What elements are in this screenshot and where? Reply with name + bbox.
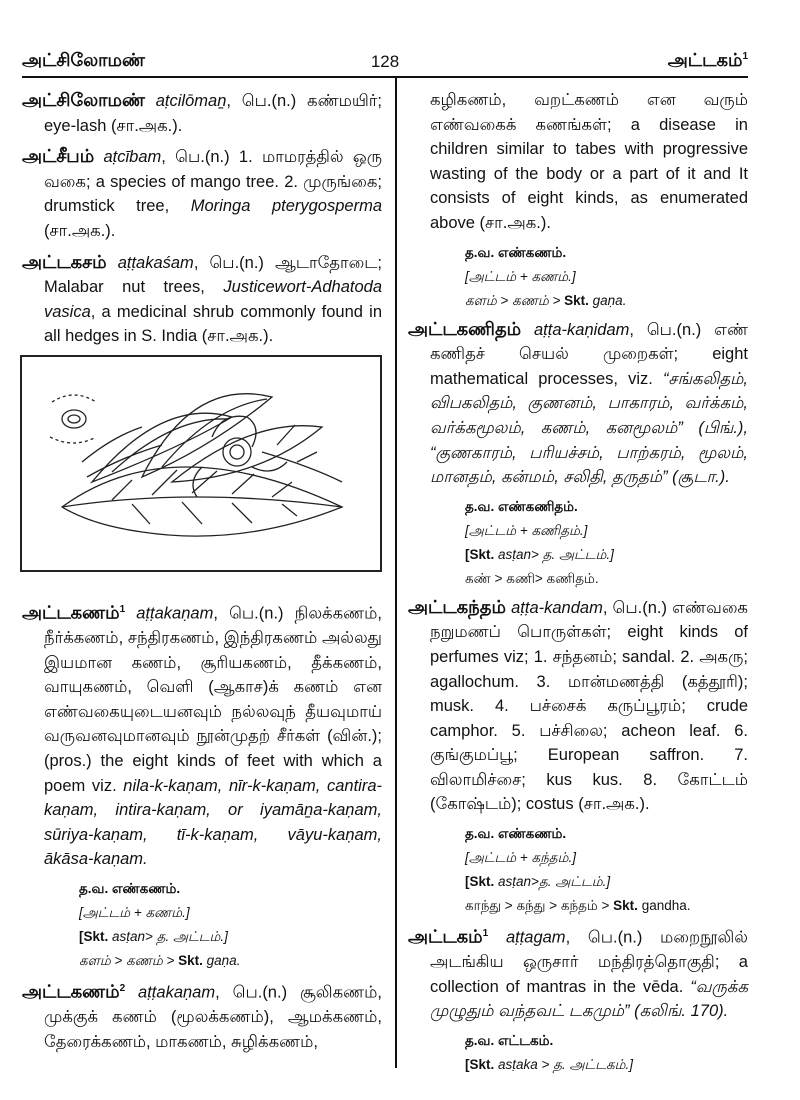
text-segment: கண்மயிர்; eye-lash (சா.அக.). — [44, 92, 382, 135]
text-segment: களம் > கணம் > — [465, 292, 565, 308]
etymology-line — [79, 902, 382, 923]
etymology-line — [465, 1030, 748, 1051]
text-segment: “சங்கலிதம், விபகலிதம், குணனம், பாகாரம், வர்க்கம், வர்க்கமூலம், கணம், கனமூலம்” (பிங்.), “குணகாரம், பரியச்சம், பாற்கரம், மூலம், மானதம், கன்மம், சலிதி, தருதம்” (சூடா.). — [430, 369, 748, 487]
text-segment: மறைநூலில் அடங்கிய ஒருசார் மந்திரத்தொகுதி; a collection of mantras in the vēda. — [430, 928, 749, 996]
text-segment: gaṇa. — [592, 292, 627, 308]
transliteration: aṭcībam — [103, 148, 162, 167]
text-segment: களம் > கணம் > — [79, 952, 179, 968]
header-last-word — [668, 50, 748, 73]
text-segment: Justicewort-Adhatoda vasica — [44, 278, 382, 321]
part-of-speech: பெ.(n.) — [587, 928, 643, 947]
etymology-line — [465, 895, 748, 916]
etymology-line — [465, 242, 748, 263]
text-segment: காந்து > கந்து > கந்தம் > — [465, 898, 614, 914]
text-segment: nila-k-kaṇam, nīr-k-kaṇam, cantira-kaṇam, intira-kaṇam, or iyamāṉa-kaṇam, sūriya-kaṇam, tī-k-kaṇam, vāyu-kaṇam, ākāsa-kaṇam. — [44, 776, 382, 869]
text-segment: gandha. — [637, 898, 691, 914]
etymology-block — [22, 878, 382, 971]
etymology-line — [465, 847, 748, 868]
text-segment: Skt. — [613, 898, 638, 914]
etymology-line — [465, 266, 748, 287]
part-of-speech: பெ.(n.) — [612, 598, 668, 617]
etymology-line — [465, 520, 748, 541]
text-segment: த.வ. எண்கணம். — [465, 244, 567, 260]
dictionary-entry: அட்டகம்$^1$ aṭṭagam, பெ.(n.) மறைநூலில் அடங்கிய ஒருசார் மந்திரத்தொகுதி; a collection of mantras in the vēda. “வருக்க முழுதும் வந்தவட் டகமும்” (கலிங். 170). — [408, 926, 749, 1021]
dictionary-entry: அட்டகணிதம் aṭṭa-kaṇidam, பெ.(n.) எண் கணிதச் செயல் முறைகள்; eight mathematical processes, viz. “சங்கலிதம், விபகலிதம், குணனம், பாகாரம், வர்க்கம், வர்க்கமூலம், கணம், கனமூலம்” (பிங்.), “குணகாரம், பரியச்சம், பாற்கரம், மூலம், மானதம், கன்மம், சலிதி, தருதம்” (சூடா.). — [408, 318, 748, 487]
etymology-line — [79, 878, 382, 899]
text-segment: நிலக்கணம், நீர்க்கணம், சந்திரகணம், இந்திரகணம் அல்லது இயமான கணம், சூரியகணம், தீக்கணம், வாயுகணம், வெளி (ஆகாச)க் கணம் என எண்வகையுடையனவும் நல்லவுந் தீயவுமாய் வருவனவுமானவும் நூன்முதற் சீர்கள் (வின்.); (pros.) the eight kinds of feet with which a poem viz. — [44, 604, 382, 795]
definition — [430, 91, 748, 232]
dictionary-entry: அட்சிலோமண் aṭcilōmaṉ, பெ.(n.) கண்மயிர்; eye-lash (சா.அக.). — [22, 90, 382, 135]
dictionary-entry: அட்டகசம் aṭṭakaśam, பெ.(n.) ஆடாதோடை; Malabar nut trees, Justicewort-Adhatoda vasica, a medicinal shrub commonly found in all hedges in S. India (சா.அக.). — [22, 251, 383, 346]
homonym-number: 1 — [482, 928, 489, 940]
text-segment: கண் > கணி> கணிதம். — [465, 570, 599, 586]
definition — [430, 599, 748, 814]
transliteration: aṭṭa-kandam — [511, 598, 603, 617]
text-segment: சூலிகணம், முக்குக் கணம் (மூலக்கணம்), ஆமக்கணம், தேரைக்கணம், மாகணம், சுழிக்கணம், — [44, 983, 383, 1051]
transliteration: aṭṭagam — [505, 928, 566, 947]
part-of-speech: பெ.(n.) — [209, 253, 264, 272]
text-segment: [அட்டம் + கணம்.] — [465, 268, 576, 284]
transliteration: aṭṭakaṇam — [136, 604, 214, 623]
dictionary-entry: அட்டகணம்$^1$ aṭṭakaṇam, பெ.(n.) நிலக்கணம், நீர்க்கணம், சந்திரகணம், இந்திரகணம் அல்லது இயமான கணம், சூரியகணம், தீக்கணம், வாயுகணம், வெளி (ஆகாச)க் கணம் என எண்வகையுடையனவும் நல்லவுந் தீயவுமாய் வருவனவுமானவும் நூன்முதற் சீர்கள் (வின்.); (pros.) the eight kinds of feet with which a poem viz. nila-k-kaṇam, nīr-k-kaṇam, cantira-kaṇam, intira-kaṇam, or iyamāṉa-kaṇam, sūriya-kaṇam, tī-k-kaṇam, vāyu-kaṇam, ākāsa-kaṇam. — [22, 602, 382, 869]
text-segment: (சா.அக.). — [44, 221, 116, 240]
text-segment: எண்வகை நறுமணப் பொருள்கள்; eight kinds of perfumes viz; 1. சந்தனம்; sandal. 2. அகரு; agallochum. 3. மான்மணத்தி (கத்தூரி); musk. 4. பச்சைக் கருப்பூரம்; crude camphor. 5. பச்சிலை; acheon leaf. 6. குங்குமப்பூ; European saffron. 7. விலாமிச்சை; kus kus. 8. கோட்டம் (கோஷ்டம்); costus (சா.அக.). — [430, 598, 748, 814]
text-segment: எண் கணிதச் செயல் முறைகள்; eight mathematical processes, viz. — [430, 320, 748, 388]
text-segment: asṭan> த. அட்டம்.] — [494, 546, 614, 562]
header-superscript: 1 — [742, 51, 748, 62]
etymology-line — [79, 926, 382, 947]
headword: அட்சிலோமண் — [22, 90, 145, 110]
etymology-block — [408, 1030, 748, 1075]
headword: அட்டகணிதம் — [408, 318, 522, 339]
text-segment: [அட்டம் + கணம்.] — [79, 904, 190, 920]
homonym-number: 1 — [119, 603, 126, 615]
etymology-line — [465, 823, 748, 844]
headword: அட்டகந்தம் — [408, 596, 506, 617]
headword: அட்டகசம் — [22, 251, 107, 272]
part-of-speech: பெ.(n.) — [241, 92, 297, 110]
text-segment: asṭaka > த. அட்டகம்.] — [494, 1056, 633, 1072]
part-of-speech: பெ.(n.) — [229, 604, 284, 623]
running-header — [22, 50, 748, 78]
text-segment: gaṇa. — [206, 952, 241, 968]
transliteration: aṭṭakaṇam — [138, 983, 216, 1002]
entry-continuation — [408, 88, 748, 236]
right-column — [408, 88, 748, 1081]
text-segment: த.வ. எண்கணம். — [79, 880, 181, 896]
text-segment: , a medicinal shrub commonly found in all hedges in S. India (சா.அக.). — [44, 302, 382, 346]
etymology-line — [465, 290, 748, 311]
etymology-block — [408, 823, 748, 916]
etymology-block — [408, 496, 748, 589]
headword: அட்சீபம் — [22, 146, 95, 167]
text-segment: 1. மாமரத்தில் ஒரு வகை; a species of mango tree. 2. முருங்கை; drumstick tree, — [44, 148, 383, 216]
column-divider — [395, 78, 397, 1068]
text-segment: [Skt. — [465, 546, 495, 562]
header-first-word: அட்சிலோமண் — [22, 50, 145, 70]
etymology-line — [465, 496, 748, 517]
text-segment: Moringa pterygosperma — [190, 197, 383, 216]
text-segment: Skt. — [564, 292, 593, 308]
text-segment: [Skt. — [465, 874, 495, 890]
etymology-line — [465, 544, 748, 565]
text-segment: [அட்டம் + கந்தம்.] — [465, 850, 576, 866]
text-segment: asṭan>த. அட்டம்.] — [494, 874, 611, 890]
text-segment: [Skt. — [79, 928, 109, 944]
definition — [430, 321, 748, 487]
text-segment: Skt. — [178, 952, 207, 968]
left-column — [22, 88, 382, 1060]
etymology-line — [79, 950, 382, 971]
headword: அட்டகம் — [408, 926, 483, 947]
dictionary-entry: அட்டகணம்$^2$ aṭṭakaṇam, பெ.(n.) சூலிகணம், முக்குக் கணம் (மூலக்கணம்), ஆமக்கணம், தேரைக்கணம், மாகணம், சுழிக்கணம், — [22, 981, 383, 1051]
transliteration: aṭṭakaśam — [117, 253, 194, 272]
etymology-line — [465, 871, 748, 892]
text-segment: த.வ. எட்டகம். — [465, 1032, 554, 1048]
text-segment: த.வ. எண்கணிதம். — [465, 498, 578, 514]
part-of-speech: பெ.(n.) — [175, 148, 230, 167]
headword: அட்டகணம் — [22, 602, 120, 623]
definition — [44, 604, 382, 868]
text-segment: [Skt. — [465, 1056, 495, 1072]
text-segment: த.வ. எண்கணம். — [465, 826, 567, 842]
transliteration: aṭṭa-kaṇidam — [534, 320, 630, 339]
part-of-speech: பெ.(n.) — [232, 983, 288, 1002]
homonym-number: 2 — [119, 982, 126, 994]
part-of-speech: பெ.(n.) — [646, 320, 702, 339]
dictionary-entry: அட்சீபம் aṭcībam, பெ.(n.) 1. மாமரத்தில் ஒரு வகை; a species of mango tree. 2. முருங்கை; drumstick tree, Moringa pterygosperma (சா.அக.). — [22, 146, 383, 240]
dictionary-entry: அட்டகந்தம் aṭṭa-kandam, பெ.(n.) எண்வகை நறுமணப் பொருள்கள்; eight kinds of perfumes viz; 1. சந்தனம்; sandal. 2. அகரு; agallochum. 3. மான்மணத்தி (கத்தூரி); musk. 4. பச்சைக் கருப்பூரம்; crude camphor. 5. பச்சிலை; acheon leaf. 6. குங்குமப்பூ; European saffron. 7. விலாமிச்சை; kus kus. 8. கோட்டம் (கோஷ்டம்); costus (சா.அக.). — [408, 596, 748, 814]
text-segment: “வருக்க முழுதும் வந்தவட் டகமும்” (கலிங். 170). — [430, 977, 748, 1021]
headword: அட்டகணம் — [22, 981, 120, 1002]
leaf-illustration — [20, 355, 382, 572]
leaf-drawing — [22, 357, 380, 570]
transliteration: aṭcilōmaṉ — [155, 92, 227, 110]
text-segment: [அட்டம் + கணிதம்.] — [465, 522, 588, 538]
etymology-line — [465, 1054, 748, 1075]
text-segment: asṭan> த. அட்டம்.] — [108, 928, 228, 944]
text-segment: ஆடாதோடை; Malabar nut trees, — [44, 253, 383, 297]
text-segment: கழிகணம், வறட்கணம் என வரும் எண்வகைக் கணங்கள்; a disease in children similar to tabes with progressive wasting of the body or a part of it and It consists of eight kinds, as enumerated above (சா.அக.). — [430, 91, 748, 232]
page-number: 128 — [370, 52, 400, 71]
etymology-block — [408, 242, 748, 311]
header-last-word-text: அட்டகம் — [667, 50, 743, 70]
etymology-line — [465, 568, 748, 589]
